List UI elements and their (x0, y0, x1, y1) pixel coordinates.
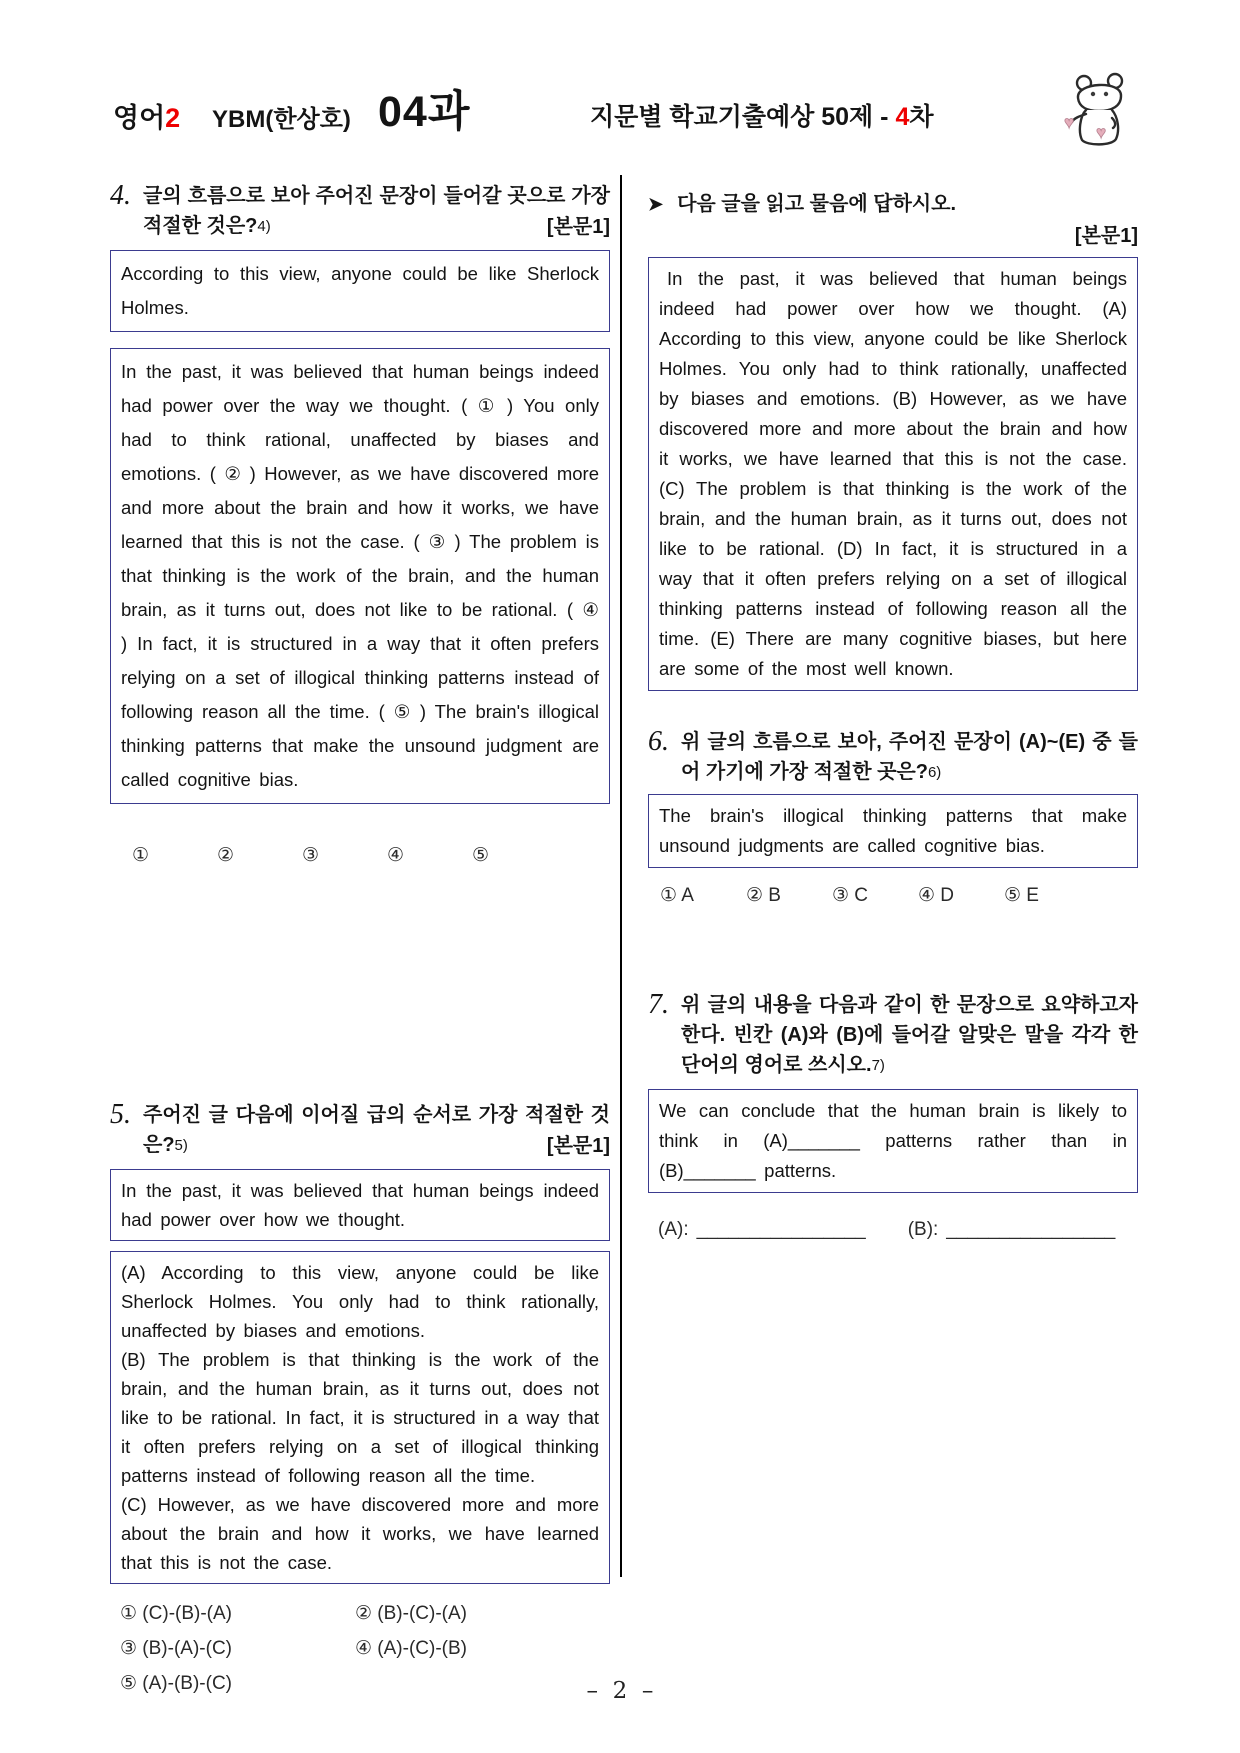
subject-name: 영어 (113, 103, 166, 133)
choice-option: ③ C (832, 885, 869, 906)
question-6-given-sentence-box: The brain's illogical thinking patterns that make unsound judgments are called cognitive bias. (648, 794, 1138, 868)
question-6-number: 6. (648, 726, 669, 757)
subject-label (113, 96, 180, 135)
question-7-answer-line (648, 1219, 1138, 1241)
question-4-prompt: 글의 흐름으로 보아 주어진 문장이 들어갈 곳으로 가장 적절한 것은?4) [본문1] (143, 181, 610, 242)
question-4-footnote: 4) (257, 218, 271, 235)
choice-option: ② (217, 845, 235, 866)
question-7-footnote: 7) (871, 1057, 885, 1074)
question-5-given-sentence-box: In the past, it was believed that human beings indeed had power over how we thought. (110, 1169, 610, 1241)
column-divider (620, 175, 622, 1577)
question-5-prompt: 주어진 글 다음에 이어질 급의 순서로 가장 적절한 것은?5) [본문1] (143, 1100, 610, 1161)
question-6-header (648, 727, 1138, 788)
choice-option: ③ (302, 845, 320, 866)
exam-round-suffix: 차 (909, 103, 934, 131)
answer-b (908, 1219, 1116, 1241)
question-7-prompt: 위 글의 내용을 다음과 같이 한 문장으로 요약하고자 한다. 빈칸 (A)와 (B)에 들어갈 알맞은 말을 각각 한 단어의 영어로 쓰시오.7) (681, 994, 1138, 1076)
question-7-summary-box: We can conclude that the human brain is likely to think in (A)_______ patterns rather than in (B)_______ patterns. (648, 1089, 1138, 1193)
choice-option: ⑤ (472, 845, 490, 866)
exam-title-separator: - (880, 103, 889, 131)
reading-instruction-text: 다음 글을 읽고 물음에 답하시오. (677, 193, 957, 215)
question-4-given-sentence-box: According to this view, anyone could be like Sherlock Holmes. (110, 250, 610, 332)
answer-b-label: (B): (907, 1219, 939, 1240)
exam-round-number: 4 (895, 103, 910, 131)
question-6-prompt: 위 글의 흐름으로 보아, 주어진 문장이 (A)~(E) 중 들어 가기에 가장 적절한 곳은?6) (681, 731, 1138, 783)
question-4-number: 4. (110, 180, 131, 211)
question-6-choices (648, 884, 1138, 907)
answer-b-blank: ________________ (946, 1219, 1116, 1240)
question-5-passage-box (110, 1251, 610, 1584)
right-column (648, 175, 1138, 1241)
choice-option: ① (132, 845, 150, 866)
subject-number: 2 (165, 103, 181, 133)
exam-title (590, 97, 934, 133)
choice-option: ⑤ (A)-(B)-(C) (120, 1673, 232, 1694)
question-4-header (110, 181, 610, 242)
left-column (110, 175, 610, 1698)
svg-text:♥: ♥ (1064, 113, 1075, 132)
question-6-footnote: 6) (927, 764, 942, 781)
exam-title-text: 지문별 학교기출예상 50제 (590, 103, 874, 131)
question-5-number: 5. (110, 1099, 131, 1130)
question-4-choices (110, 844, 610, 867)
answer-a (658, 1219, 866, 1241)
choice-option: ① A (660, 885, 694, 906)
choice-option: ① (C)-(B)-(A) (120, 1603, 232, 1624)
choice-option: ② B (746, 885, 781, 906)
passage-part-a: (A) According to this view, anyone could be like Sherlock Holmes. You only had to think rationally, unaffected by biases and emotions. (121, 1262, 599, 1341)
choice-option: ⑤ E (1004, 885, 1039, 906)
question-4-passage-box: In the past, it was believed that human beings indeed had power over the way we thought. ( ① ) You only had to think rational, unaffected by biases and emotions. ( ② ) However, as we have discovered more and more about the brain and how it works, we have learned that this is not the case. ( ③ ) The problem is that thinking is the work of the brain, and the human brain, as it turns out, does not like to be rational. ( ④ ) In fact, it is structured in a way that it often prefers relying on a set of illogical thinking patterns instead of following reason all the time. ( ⑤ ) The brain's illogical thinking patterns that make the unsound judgment are called cognitive bias. (110, 348, 610, 804)
publisher-label: YBM(한상호) (212, 106, 351, 133)
question-4-source-tag: [본문1] (546, 216, 610, 238)
question-5-header (110, 1100, 610, 1161)
passage-part-b: (B) The problem is that thinking is the work of the brain, and the human brain, as it turns out, does not like to be rational. In fact, it is structured in a way that it often prefers relying on a set of illogical thinking patterns instead of following reason all the time. (121, 1349, 599, 1486)
passage-part-c: (C) However, as we have discovered more and more about the brain and how it works, we have learned that this is not the case. (121, 1494, 599, 1573)
choice-option: ③ (B)-(A)-(C) (120, 1638, 232, 1659)
question-7-number: 7. (648, 989, 669, 1020)
main-passage-box: In the past, it was believed that human beings indeed had power over how we thought. (A) According to this view, anyone could be like Sherlock Holmes. You only had to think rationally, unaffected by biases and emotions. (B) However, as we have discovered more and more about the brain and how it works, we have learned that this is not the case. (C) The problem is that thinking is the work of the brain, and the human brain, as it turns out, does not like to be rational. (D) In fact, it is structured in a way that it often prefers relying on a set of illogical thinking patterns instead of following reason all the time. (E) There are many cognitive biases, but here are some of the most well known. (648, 257, 1138, 691)
answer-a-blank: ________________ (696, 1219, 866, 1240)
passage-source-tag: [본문1] (1074, 225, 1138, 247)
svg-text:♥: ♥ (1096, 123, 1107, 142)
question-5-source-tag: [본문1] (546, 1135, 610, 1157)
answer-a-label: (A): (658, 1219, 689, 1240)
reading-instruction (648, 189, 1138, 219)
bear-mascot-icon (1060, 70, 1138, 155)
question-7-header (648, 990, 1138, 1081)
choice-option: ④ D (918, 885, 955, 906)
question-5-footnote: 5) (174, 1137, 188, 1154)
arrow-icon: ➤ (648, 194, 664, 214)
choice-option: ④ (387, 845, 405, 866)
choice-option: ④ (A)-(C)-(B) (355, 1638, 467, 1659)
choice-option: ② (B)-(C)-(A) (355, 1603, 467, 1624)
page-number: – 2 – (586, 1678, 654, 1704)
lesson-number: 04과 (378, 88, 471, 136)
